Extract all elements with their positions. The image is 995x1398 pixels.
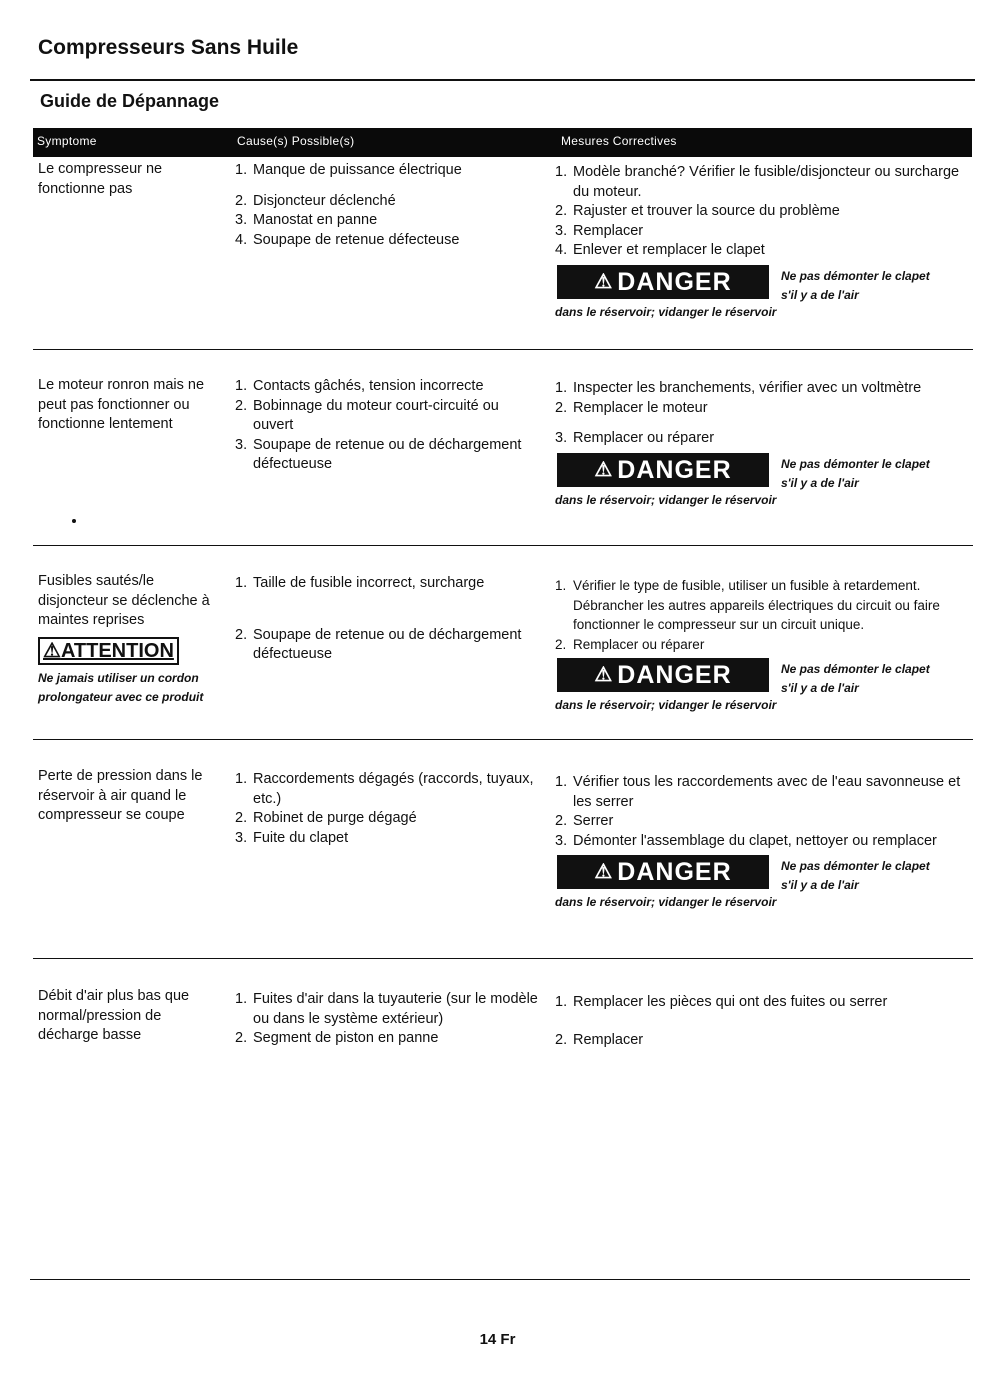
cause-item: 3. Soupape de retenue ou de déchargement défectueuse — [235, 436, 522, 472]
danger-note: Ne pas démonter le clapet s'il y a de l'air — [781, 268, 930, 302]
row-5-causes — [235, 990, 540, 1049]
page-title: Compresseurs Sans Huile — [38, 36, 299, 59]
symptom-text: Fusibles sautés/le disjoncteur se déclenche à maintes reprises — [38, 573, 210, 628]
page-number: 14 Fr — [479, 1331, 516, 1348]
row-3-causes — [235, 574, 540, 665]
row-1-fixes — [555, 163, 970, 323]
row-3-symptom — [38, 572, 223, 707]
cause-item: 3. Fuite du clapet — [235, 829, 349, 846]
header-fix: Mesures Correctives — [561, 134, 677, 148]
danger-tail: dans le réservoir; vidanger le réservoir — [555, 698, 777, 712]
danger-tail: dans le réservoir; vidanger le réservoir — [555, 492, 777, 507]
fix-item: 4. Enlever et remplacer le clapet — [555, 242, 765, 258]
warning-triangle-icon: ⚠ — [594, 270, 614, 293]
danger-warning — [555, 658, 935, 716]
danger-warning — [555, 855, 935, 913]
cause-item: 1. Contacts gâchés, tension incorrecte — [235, 378, 484, 394]
header-symptom: Symptome — [37, 134, 97, 148]
row-divider — [33, 349, 973, 350]
fix-item: 2. Rajuster et trouver la source du problème — [555, 203, 840, 219]
fix-item: 1. Modèle branché? Vérifier le fusible/disjoncteur ou surcharge du moteur. — [555, 164, 960, 200]
danger-badge: ⚠ DANGER — [557, 658, 769, 692]
danger-badge: ⚠ DANGER — [557, 855, 769, 889]
fix-item: 2. Remplacer — [555, 1031, 644, 1048]
row-5-symptom: Débit d'air plus bas que normal/pression de décharge basse — [38, 988, 190, 1043]
fix-item: 3. Remplacer — [555, 222, 644, 239]
cause-item: 2. Robinet de purge dégagé — [235, 810, 417, 826]
stray-dot — [72, 519, 76, 523]
table-header — [33, 128, 972, 157]
fix-item: 1. Inspecter les branchements, vérifier avec un voltmètre — [555, 380, 922, 396]
cause-item: 3. Manostat en panne — [235, 212, 378, 228]
row-3-fixes — [555, 576, 970, 716]
danger-badge: ⚠ DANGER — [557, 453, 769, 487]
danger-badge: ⚠ DANGER — [557, 265, 769, 299]
row-1-causes — [235, 161, 540, 250]
row-2-causes — [235, 377, 540, 475]
cause-item: 4. Soupape de retenue défecteuse — [235, 231, 460, 248]
footer-divider — [30, 1279, 970, 1280]
row-2-symptom: Le moteur ronron mais ne peut pas fonctionner ou fonctionne lentement — [38, 377, 205, 432]
header-cause: Cause(s) Possible(s) — [237, 134, 355, 148]
section-title: Guide de Dépannage — [40, 91, 220, 111]
cause-item: 2. Soupape de retenue ou de déchargement défectueuse — [235, 626, 522, 662]
warning-triangle-icon: ⚠ — [594, 458, 614, 481]
row-4-fixes — [555, 773, 970, 913]
cause-item: 2. Segment de piston en panne — [235, 1030, 439, 1046]
cause-item: 1. Fuites d'air dans la tuyauterie (sur le modèle ou dans le système extérieur) — [235, 991, 538, 1027]
cause-item: 1. Raccordements dégagés (raccords, tuyaux, etc.) — [235, 771, 534, 807]
danger-warning — [555, 265, 935, 323]
fix-item: 1. Vérifier le type de fusible, utiliser un fusible à retardement. Débrancher les autres appareils électriques du circuit ou faire fonctionner le compresseur sur un circuit unique. — [555, 578, 940, 632]
danger-tail: dans le réservoir; vidanger le réservoir — [555, 895, 777, 909]
danger-tail: dans le réservoir; vidanger le réservoir — [555, 304, 777, 319]
attention-note: Ne jamais utiliser un cordon prolongateur avec ce produit — [38, 670, 204, 704]
cause-item: 1. Taille de fusible incorrect, surcharge — [235, 575, 485, 591]
row-5-fixes — [555, 993, 970, 1050]
row-1-symptom: Le compresseur ne fonctionne pas — [38, 161, 163, 197]
fix-item: 2. Remplacer ou réparer — [555, 636, 705, 652]
warning-triangle-icon: ⚠ — [594, 861, 614, 883]
cause-item: 1. Manque de puissance électrique — [235, 162, 462, 178]
fix-item: 3. Démonter l'assemblage du clapet, nettoyer ou remplacer — [555, 832, 937, 849]
fix-item: 3. Remplacer ou réparer — [555, 430, 715, 446]
cause-item: 2. Bobinnage du moteur court-circuité ou ouvert — [235, 397, 499, 433]
fix-item: 2. Remplacer le moteur — [555, 399, 708, 416]
row-divider — [33, 545, 973, 546]
cause-item: 2. Disjoncteur déclenché — [235, 192, 396, 209]
warning-triangle-icon: ⚠ — [594, 664, 614, 686]
row-divider — [33, 739, 973, 740]
danger-note: Ne pas démonter le clapet s'il y a de l'air — [781, 662, 930, 695]
row-2-fixes — [555, 379, 970, 511]
title-divider — [30, 79, 975, 81]
attention-badge: ⚠ATTENTION — [38, 637, 179, 665]
warning-triangle-icon: ⚠ — [43, 639, 61, 662]
fix-item: 2. Serrer — [555, 813, 614, 829]
danger-note: Ne pas démonter le clapet s'il y a de l'air — [781, 456, 930, 490]
fix-item: 1. Vérifier tous les raccordements avec de l'eau savonneuse et les serrer — [555, 774, 961, 810]
danger-warning — [555, 453, 935, 511]
row-divider — [33, 958, 973, 959]
fix-item: 1. Remplacer les pièces qui ont des fuites ou serrer — [555, 994, 888, 1010]
danger-note: Ne pas démonter le clapet s'il y a de l'air — [781, 859, 930, 892]
row-4-symptom: Perte de pression dans le réservoir à air quand le compresseur se coupe — [38, 768, 203, 823]
row-4-causes — [235, 770, 540, 848]
